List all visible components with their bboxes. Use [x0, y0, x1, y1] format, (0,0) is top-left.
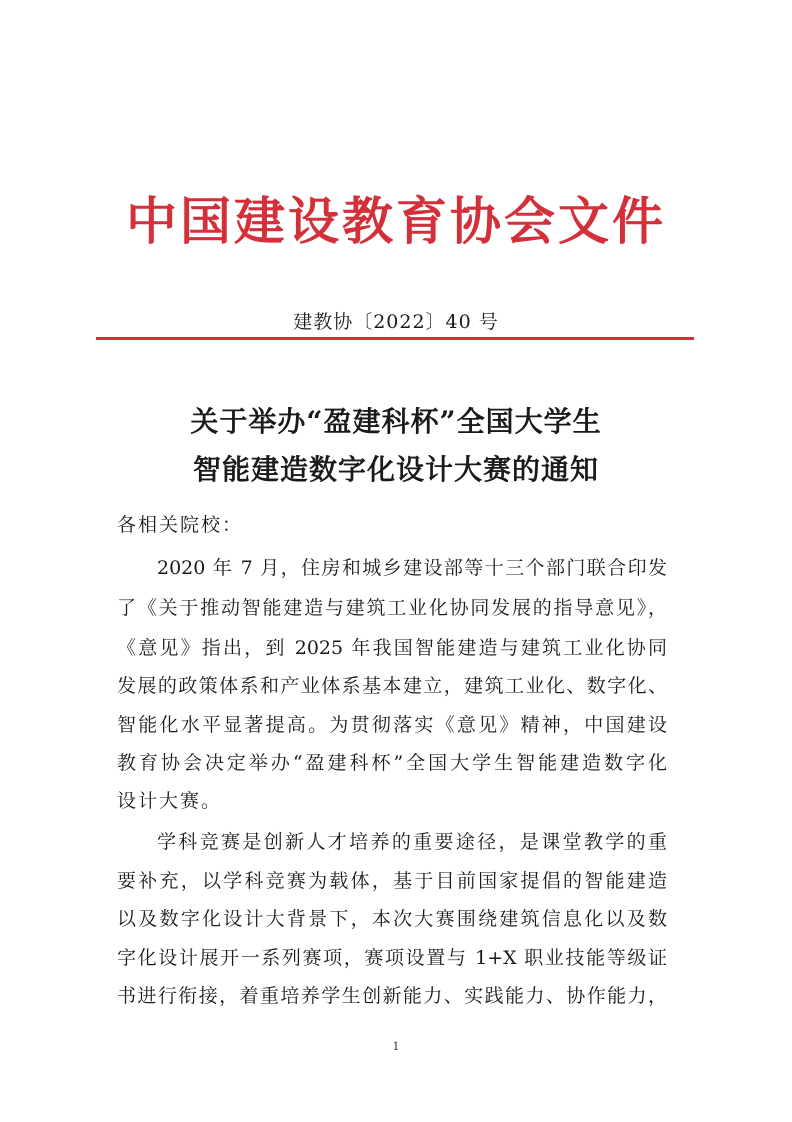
page-number: 1: [392, 1040, 400, 1053]
paragraph-2-line: 书进行衔接，着重培养学生创新能力、实践能力、协作能力，: [117, 985, 667, 1007]
paragraph-1-line: 《意见》指出，到 2025 年我国智能建造与建筑工业化协同: [117, 637, 667, 659]
paragraph-1-line: 智能化水平显著提高。为贯彻落实《意见》精神，中国建设: [117, 714, 667, 736]
document-number: 建教协〔2022〕40 号: [293, 311, 499, 333]
document-masthead: 中国建设教育协会文件: [125, 192, 666, 252]
paragraph-2-line: 字化设计展开一系列赛项，赛项设置与 1+X 职业技能等级证: [117, 947, 667, 969]
notice-title-line-1: 关于举办“盈建科杯”全国大学生: [190, 405, 602, 438]
paragraph-1-line: 2020 年 7 月，住房和城乡建设部等十三个部门联合印发: [157, 557, 667, 579]
paragraph-1-line: 设计大赛。: [117, 790, 223, 812]
paragraph-1-line: 了《关于推动智能建造与建筑工业化协同发展的指导意见》，: [117, 597, 667, 619]
salutation: 各相关院校：: [117, 514, 244, 536]
paragraph-2-line: 以及数字化设计大背景下，本次大赛围绕建筑信息化以及数: [117, 908, 667, 930]
paragraph-1-line: 发展的政策体系和产业体系基本建立，建筑工业化、数字化、: [117, 675, 667, 697]
masthead-divider: [96, 337, 694, 340]
notice-title-line-2: 智能建造数字化设计大赛的通知: [192, 453, 599, 486]
paragraph-2-line: 学科竞赛是创新人才培养的重要途径，是课堂教学的重: [157, 831, 667, 853]
paragraph-2-line: 要补充，以学科竞赛为载体，基于目前国家提倡的智能建造: [117, 870, 667, 892]
paragraph-1-line: 教育协会决定举办“盈建科杯”全国大学生智能建造数字化: [117, 752, 667, 774]
